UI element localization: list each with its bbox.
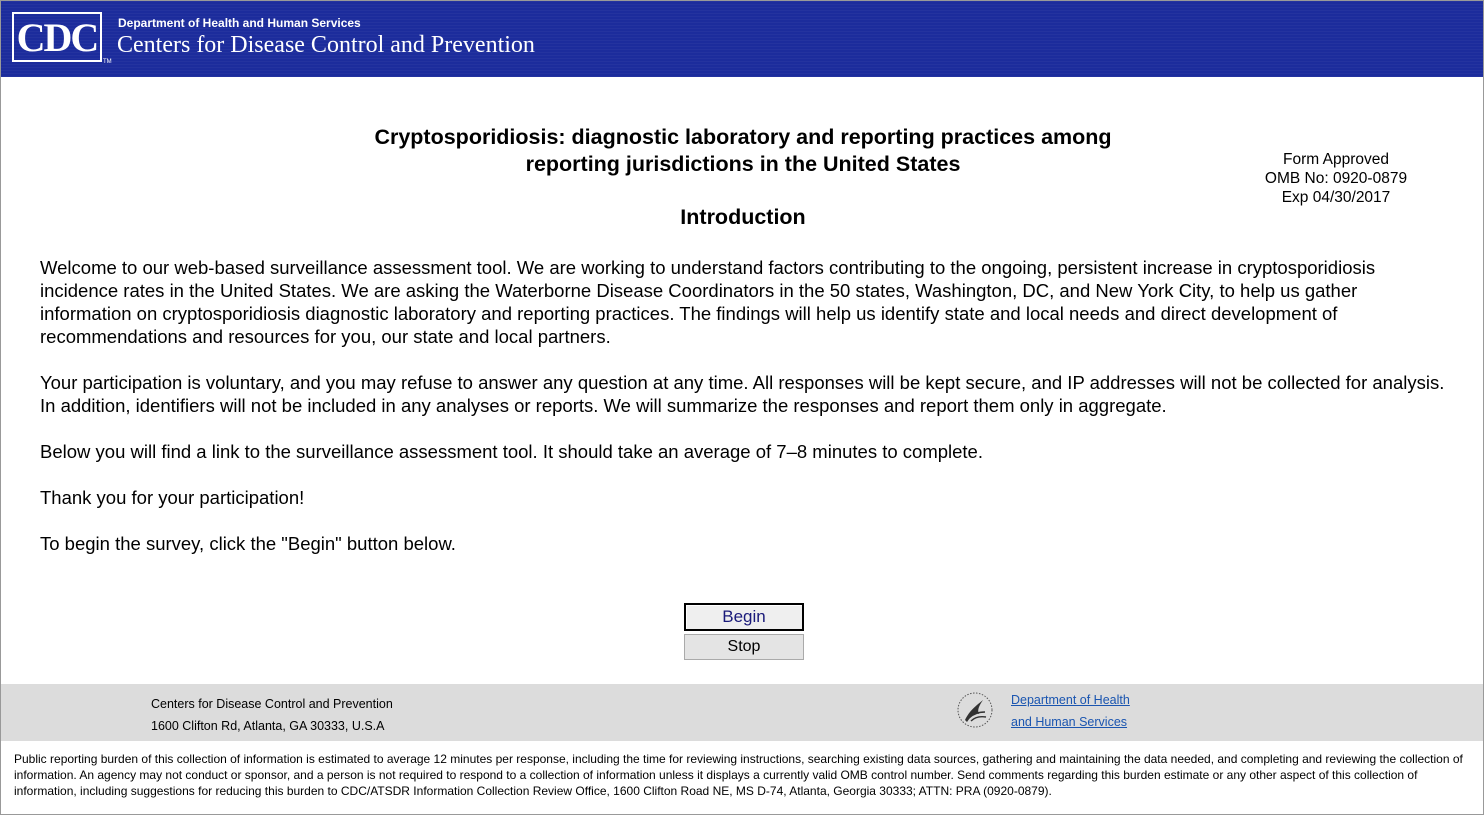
form-approved-label: Form Approved	[1283, 151, 1389, 168]
header-banner	[1, 1, 1483, 77]
department-name: Department of Health and Human Services	[118, 16, 361, 30]
page-title-line-2: reporting jurisdictions in the United States	[525, 152, 961, 176]
cdc-logo-trademark: TM	[103, 59, 112, 65]
section-heading: Introduction	[680, 205, 806, 229]
footer	[1, 684, 1483, 741]
intro-paragraph: Welcome to our web-based surveillance assessment tool. We are working to understand factors contributing to the ongoing, persistent increase in cryptosporidiosis incidence rates in the United States. We are asking the Waterborne Disease Coordinators in the 50 states, Washington, DC, and New York City, to help us gather information on cryptosporidiosis diagnostic laboratory and reporting practices. The findings will help us identify state and local needs and direct development of recommendations and resources for you, our state and local partners.	[40, 257, 1376, 347]
hhs-link-block	[1011, 689, 1130, 733]
page-title-line-1: Cryptosporidiosis: diagnostic laboratory and reporting practices among	[374, 125, 1112, 149]
instruction-paragraph: To begin the survey, click the "Begin" button below.	[40, 533, 456, 554]
footer-org-name: Centers for Disease Control and Prevention	[151, 697, 393, 711]
introduction-body	[40, 256, 1452, 578]
hhs-link-line-1[interactable]: Department of Health	[1011, 693, 1130, 707]
duration-paragraph: Below you will find a link to the surveillance assessment tool. It should take an average of 7–8 minutes to complete.	[40, 441, 983, 462]
footer-organization	[151, 693, 393, 737]
form-approval-block	[1241, 150, 1431, 207]
cdc-logo-text: CDC	[16, 14, 98, 60]
burden-statement: Public reporting burden of this collection of information is estimated to average 12 minutes per response, including the time for reviewing instructions, searching existing data sources, gathering and maintaining the data needed, and completing and reviewing the collection of information. An agency may not conduct or sponsor, and a person is not required to respond to a collection of information unless it displays a currently valid OMB control number. Send comments regarding this burden estimate or any other aspect of this collection of information, including suggestions for reducing this burden to CDC/ATSDR Information Collection Review Office, 1600 Clifton Road NE, MS D-74, Atlanta, Georgia 30333; ATTN: PRA (0920-0879).	[14, 752, 1463, 798]
cdc-logo[interactable]	[12, 12, 102, 62]
page-title	[291, 124, 1195, 178]
hhs-eagle-icon	[955, 690, 995, 730]
thank-you-paragraph: Thank you for your participation!	[40, 487, 305, 508]
expiration-date: Exp 04/30/2017	[1281, 189, 1391, 206]
omb-number: OMB No: 0920-0879	[1264, 170, 1408, 187]
participation-paragraph: Your participation is voluntary, and you may refuse to answer any question at any time. All responses will be kept secure, and IP addresses will not be collected for analysis. In addition, identifiers will not be included in any analyses or reports. We will summarize the responses and report them only in aggregate.	[40, 372, 1445, 416]
hhs-link-line-2[interactable]: and Human Services	[1011, 715, 1128, 729]
stop-button[interactable]: Stop	[684, 634, 804, 660]
footer-org-address: 1600 Clifton Rd, Atlanta, GA 30333, U.S.A	[151, 719, 385, 733]
begin-button[interactable]: Begin	[684, 603, 804, 631]
agency-name: Centers for Disease Control and Prevention	[117, 32, 535, 58]
